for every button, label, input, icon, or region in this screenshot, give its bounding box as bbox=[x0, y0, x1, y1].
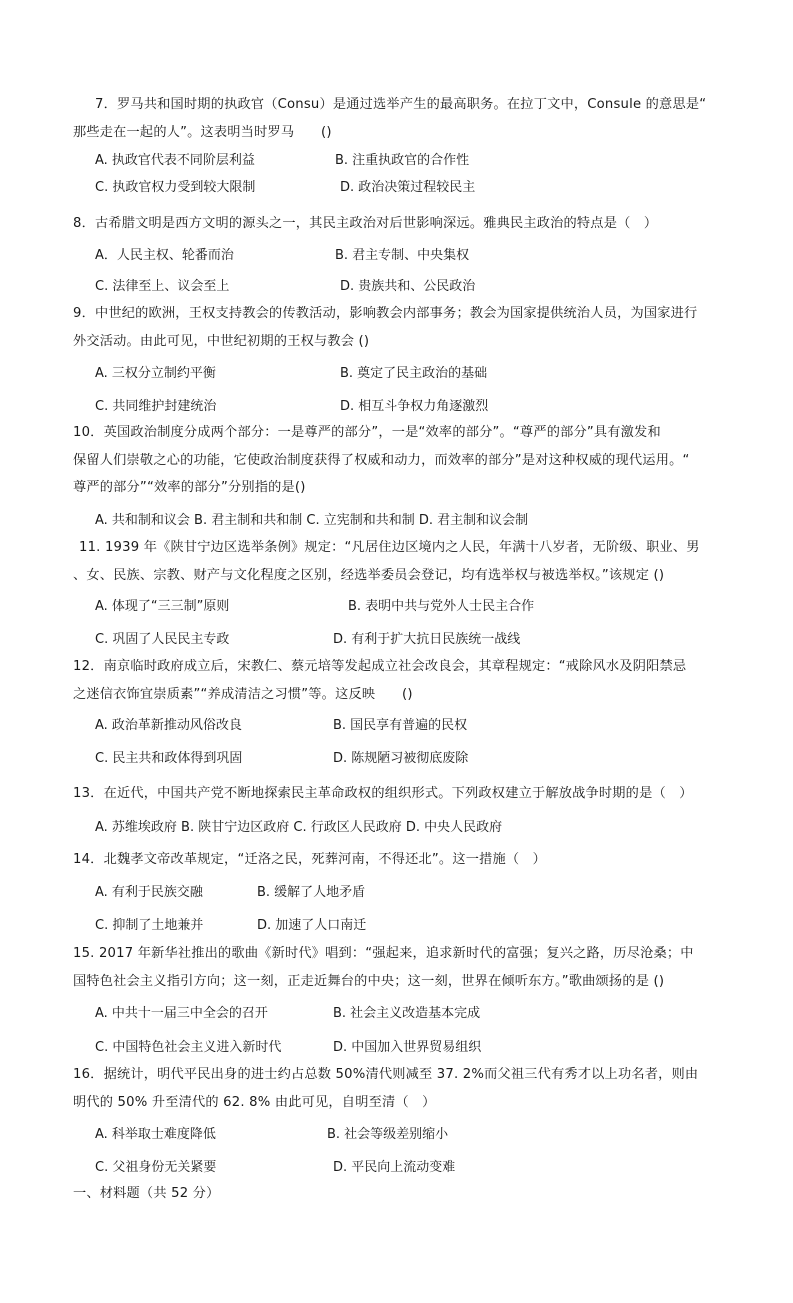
q12-option-b: B. 国民享有普遍的民权 bbox=[333, 718, 468, 733]
q15-option-d: D. 中国加入世界贸易组织 bbox=[333, 1040, 482, 1055]
q9-option-b: B. 奠定了民主政治的基础 bbox=[340, 366, 488, 381]
q15-stem-line2: 国特色社会主义指引方向；这一刻，正走近舞台的中央；这一刻，世界在倾听东方。”歌曲颂扬的是 () bbox=[73, 974, 665, 989]
q14-option-b: B. 缓解了人地矛盾 bbox=[257, 885, 366, 900]
q16-stem-line1: 16．据统计，明代平民出身的进士约占总数 50%清代则减至 37. 2%而父祖三代有秀才以上功名者，则由 bbox=[73, 1067, 699, 1082]
q16-option-a: A. 科举取士难度降低 bbox=[95, 1127, 216, 1142]
q7-stem-line1: 7．罗马共和国时期的执政官（Consu）是通过选举产生的最高职务。在拉丁文中，Consule 的意思是“ bbox=[95, 97, 707, 112]
q7-option-c: C. 执政官权力受到较大限制 bbox=[95, 180, 256, 195]
q15-option-c: C. 中国特色社会主义进入新时代 bbox=[95, 1040, 282, 1055]
q14-option-c: C. 抑制了土地兼并 bbox=[95, 918, 204, 933]
q15-option-a: A. 中共十一届三中全会的召开 bbox=[95, 1006, 268, 1021]
q11-stem-line1: 11. 1939 年《陕甘宁边区选举条例》规定：“凡居住边区境内之人民，年满十八岁者，无阶级、职业、男 bbox=[79, 540, 700, 555]
q14-stem-line1: 14．北魏孝文帝改革规定，“迁洛之民，死葬河南，不得还北”。这一措施（ ） bbox=[73, 852, 547, 867]
q10-stem-line3: 尊严的部分”“效率的部分”分别指的是() bbox=[73, 480, 306, 495]
q16-option-b: B. 社会等级差别缩小 bbox=[327, 1127, 449, 1142]
q13-stem-line1: 13．在近代，中国共产党不断地探索民主革命政权的组织形式。下列政权建立于解放战争时期的是（ ） bbox=[73, 786, 693, 801]
q9-option-a: A. 三权分立制约平衡 bbox=[95, 366, 216, 381]
q9-option-c: C. 共同维护封建统治 bbox=[95, 399, 217, 414]
q11-option-d: D. 有利于扩大抗日民族统一战线 bbox=[333, 632, 521, 647]
q11-option-a: A. 体现了“三三制”原则 bbox=[95, 599, 230, 614]
q9-stem-line2: 外交活动。由此可见，中世纪初期的王权与教会 () bbox=[73, 334, 370, 349]
q12-stem-line2: 之迷信衣饰宜崇质素”“养成清洁之习惯”等。这反映 () bbox=[73, 687, 413, 702]
q15-option-b: B. 社会主义改造基本完成 bbox=[333, 1006, 481, 1021]
q8-option-c: C. 法律至上、议会至上 bbox=[95, 279, 230, 294]
q11-stem-line2: 、女、民族、宗教、财产与文化程度之区别，经选举委员会登记，均有选举权与被选举权。”该规定 () bbox=[73, 568, 665, 583]
q11-option-c: C. 巩固了人民民主专政 bbox=[95, 632, 230, 647]
q10-options: A. 共和制和议会 B. 君主制和共和制 C. 立宪制和共和制 D. 君主制和议会制 bbox=[95, 513, 529, 528]
q12-option-d: D. 陈规陋习被彻底废除 bbox=[333, 751, 469, 766]
q15-stem-line1: 15. 2017 年新华社推出的歌曲《新时代》唱到：“强起来，追求新时代的富强；复兴之路，历尽沧桑；中 bbox=[73, 946, 694, 961]
q7-stem-line2: 那些走在一起的人”。这表明当时罗马 () bbox=[73, 125, 332, 140]
q10-stem-line2: 保留人们崇敬之心的功能，它使政治制度获得了权威和动力，而效率的部分”是对这种权威的现代运用。“ bbox=[73, 453, 690, 468]
q16-option-c: C. 父祖身份无关紧要 bbox=[95, 1160, 217, 1175]
q16-stem-line2: 明代的 50% 升至清代的 62. 8% 由此可见，自明至清（ ） bbox=[73, 1095, 436, 1110]
q8-option-d: D. 贵族共和、公民政治 bbox=[340, 279, 476, 294]
q12-stem-line1: 12．南京临时政府成立后，宋教仁、蔡元培等发起成立社会改良会，其章程规定：“戒除风水及阴阳禁忌 bbox=[73, 659, 687, 674]
q8-option-b: B. 君主专制、中央集权 bbox=[335, 248, 470, 263]
q14-option-d: D. 加速了人口南迁 bbox=[257, 918, 367, 933]
q9-option-d: D. 相互斗争权力角逐激烈 bbox=[340, 399, 489, 414]
q8-option-a: A．人民主权、轮番而治 bbox=[95, 248, 234, 263]
section-heading-materials: 一、材料题（共 52 分） bbox=[73, 1186, 220, 1201]
q9-stem-line1: 9．中世纪的欧洲，王权支持教会的传教活动，影响教会内部事务；教会为国家提供统治人员，为国家进行 bbox=[73, 306, 698, 321]
q14-option-a: A. 有利于民族交融 bbox=[95, 885, 203, 900]
q12-option-a: A. 政治革新推动风俗改良 bbox=[95, 718, 242, 733]
q8-stem-line1: 8．古希腊文明是西方文明的源头之一，其民主政治对后世影响深远。雅典民主政治的特点是（ ） bbox=[73, 216, 658, 231]
q16-option-d: D. 平民向上流动变难 bbox=[333, 1160, 456, 1175]
q10-stem-line1: 10．英国政治制度分成两个部分：一是尊严的部分”，一是“效率的部分”。“尊严的部分”具有激发和 bbox=[73, 425, 661, 440]
q11-option-b: B. 表明中共与党外人士民主合作 bbox=[348, 599, 535, 614]
q13-options: A. 苏维埃政府 B. 陕甘宁边区政府 C. 行政区人民政府 D. 中央人民政府 bbox=[95, 820, 503, 835]
q7-option-b: B. 注重执政官的合作性 bbox=[335, 153, 470, 168]
q7-option-a: A. 执政官代表不同阶层利益 bbox=[95, 153, 255, 168]
q7-option-d: D. 政治决策过程较民主 bbox=[340, 180, 476, 195]
q12-option-c: C. 民主共和政体得到巩固 bbox=[95, 751, 243, 766]
